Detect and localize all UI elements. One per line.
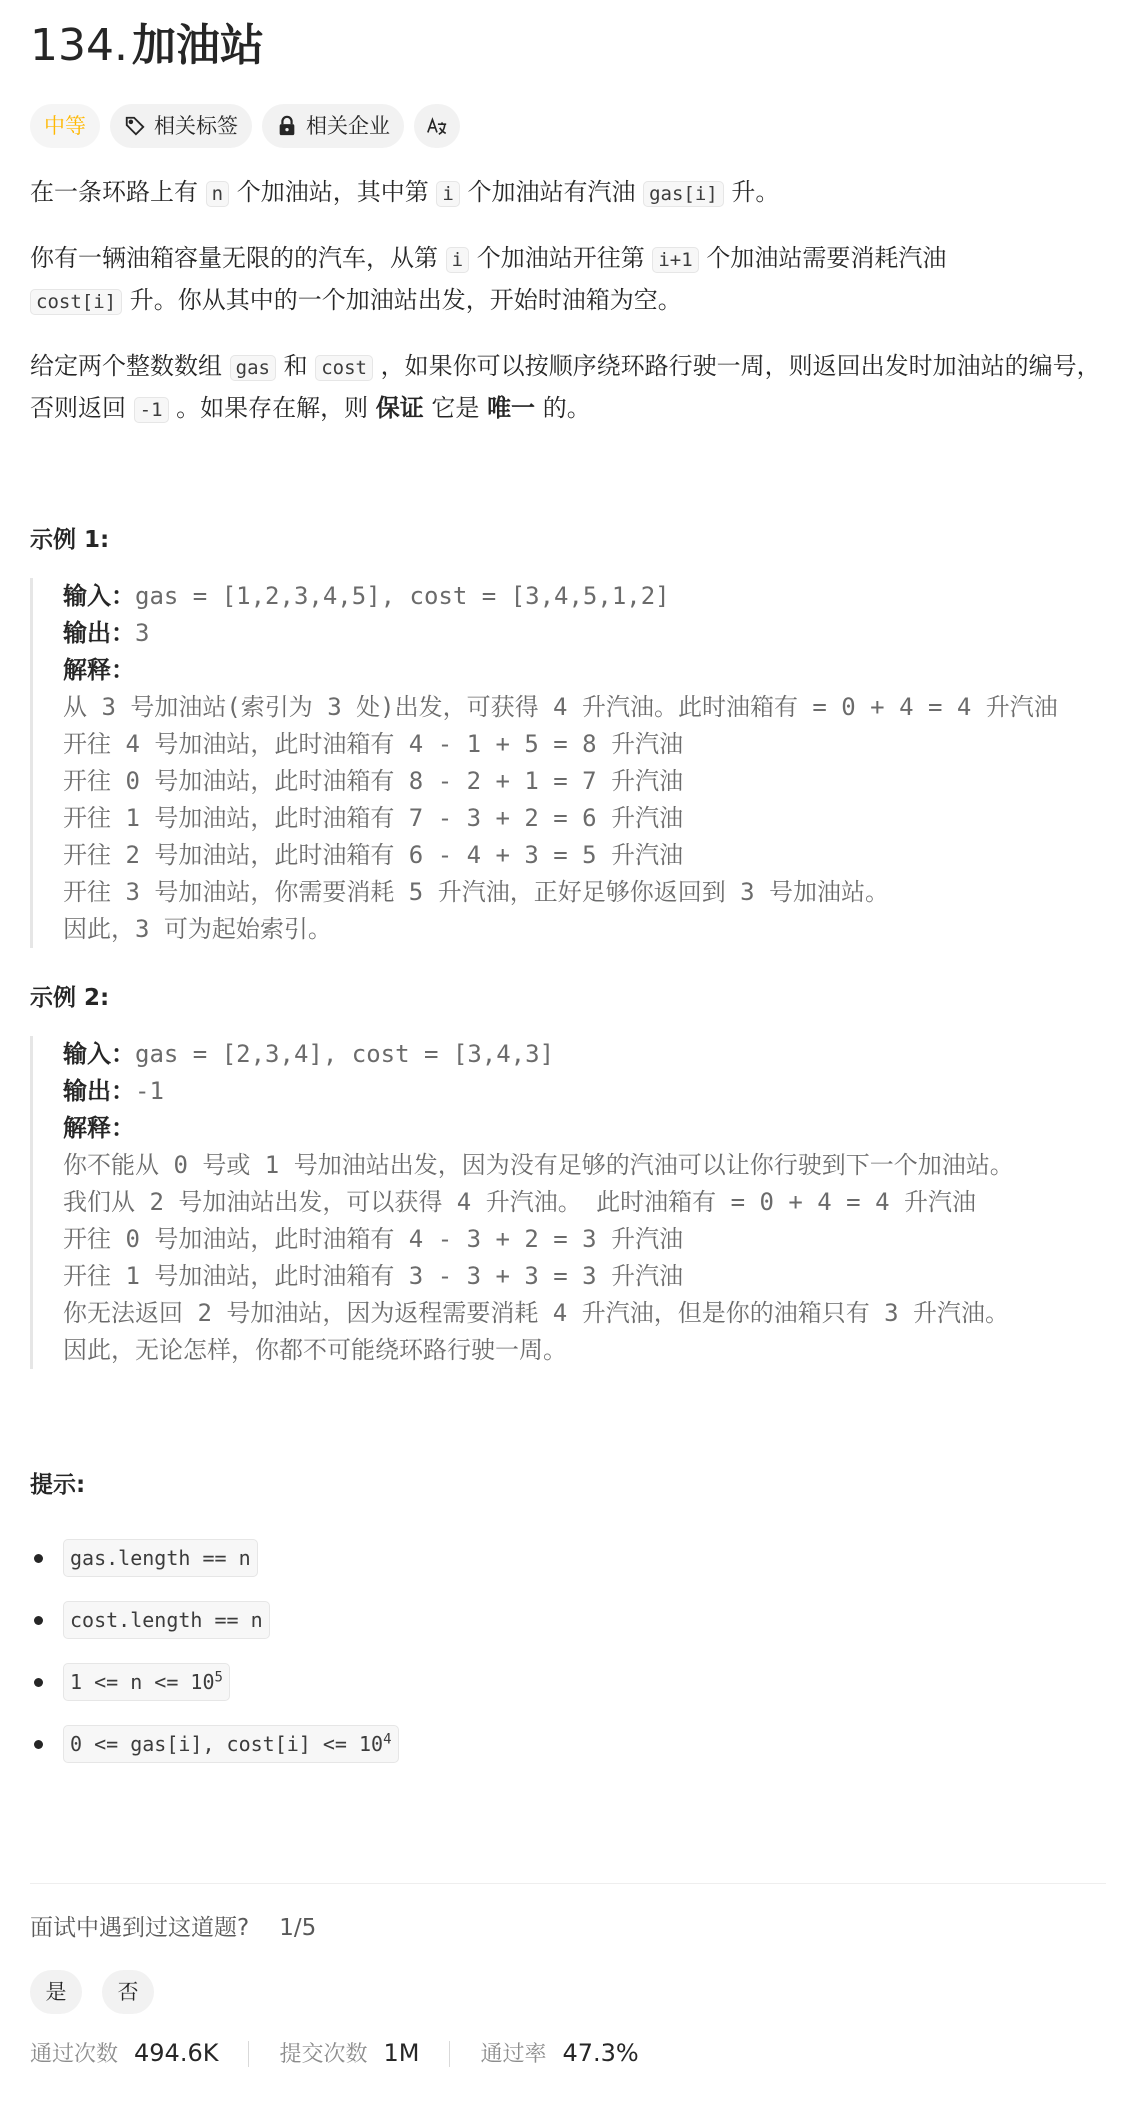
hint-code [63, 1539, 258, 1577]
inline-code: -1 [134, 397, 169, 423]
interview-question-text: 面试中遇到过这道题? [30, 1915, 250, 1941]
explain-line: 你不能从 0 号或 1 号加油站出发，因为没有足够的汽油可以让你行驶到下一个加油站。 [63, 1151, 1014, 1179]
input-value: gas = [1,2,3,4,5], cost = [3,4,5,1,2] [135, 582, 670, 610]
difficulty-badge: 中等 [30, 104, 100, 148]
explain-line: 开往 1 号加油站，此时油箱有 3 - 3 + 3 = 3 升汽油 [63, 1262, 684, 1290]
output-label: 输出： [63, 1077, 135, 1105]
input-value: gas = [2,3,4], cost = [3,4,3] [135, 1040, 555, 1068]
text: 。如果存在解，则 [168, 394, 376, 422]
output-label: 输出： [63, 619, 135, 647]
hint-code [63, 1725, 399, 1763]
interview-ratio: 1/5 [279, 1915, 317, 1941]
submissions-stat [279, 2033, 419, 2075]
inline-code: i [436, 181, 459, 207]
example-2-block [30, 1036, 1106, 1369]
problem-number: 134. [30, 20, 128, 71]
hint-item [30, 1713, 1106, 1775]
text: 的。 [535, 394, 591, 422]
translate-icon [426, 115, 448, 137]
bullet [34, 1554, 43, 1563]
hint-exponent: 5 [214, 1669, 223, 1686]
hint-text: 1 <= n <= 10 [70, 1670, 215, 1694]
description-paragraph [30, 238, 1106, 322]
text: 个加油站有汽油 [459, 178, 644, 206]
example-1-title: 示例 1: [30, 527, 110, 553]
output-value: 3 [135, 619, 150, 647]
hint-text: cost.length == n [70, 1608, 263, 1632]
problem-title [30, 16, 1106, 76]
explain-line: 你无法返回 2 号加油站，因为返程需要消耗 4 升汽油，但是你的油箱只有 3 升汽油。 [63, 1299, 1010, 1327]
submissions-value: 1M [383, 2039, 420, 2067]
hint-text: 0 <= gas[i], cost[i] <= 10 [70, 1732, 384, 1756]
text: 在一条环路上有 [30, 178, 206, 206]
interview-answers [30, 1970, 1106, 2014]
tag-icon [124, 115, 146, 137]
interview-question [30, 1908, 1106, 1948]
related-tags-button[interactable] [110, 104, 252, 148]
text: 个加油站开往第 [469, 244, 653, 272]
stats-bar [30, 2034, 1106, 2074]
hint-code [63, 1663, 230, 1701]
text: 升。 [723, 178, 780, 206]
translate-button[interactable] [414, 104, 460, 148]
rate-value: 47.3% [562, 2039, 639, 2067]
hint-code [63, 1601, 270, 1639]
hint-item [30, 1651, 1106, 1713]
problem-description [30, 172, 1106, 430]
input-label: 输入： [63, 582, 135, 610]
explain-line: 开往 0 号加油站，此时油箱有 8 - 2 + 1 = 7 升汽油 [63, 767, 684, 795]
inline-code: i [446, 247, 469, 273]
output-value: -1 [135, 1077, 164, 1105]
explain-line: 开往 3 号加油站，你需要消耗 5 升汽油，正好足够你返回到 3 号加油站。 [63, 878, 890, 906]
hint-text: gas.length == n [70, 1546, 251, 1570]
explain-label: 解释： [63, 1114, 135, 1142]
description-paragraph [30, 346, 1106, 430]
tag-bar [30, 104, 1106, 148]
text: 个加油站需要消耗汽油 [698, 244, 947, 272]
explain-line: 开往 2 号加油站，此时油箱有 6 - 4 + 3 = 5 升汽油 [63, 841, 684, 869]
explain-line: 开往 4 号加油站，此时油箱有 4 - 1 + 5 = 8 升汽油 [63, 730, 684, 758]
rate-label: 通过率 [480, 2042, 547, 2067]
accepted-value: 494.6K [134, 2039, 219, 2067]
example-2-title: 示例 2: [30, 985, 110, 1011]
bullet [34, 1740, 43, 1749]
accepted-stat [30, 2033, 218, 2075]
explain-label: 解释： [63, 656, 135, 684]
inline-code: gas [230, 355, 276, 381]
no-button[interactable]: 否 [102, 1970, 154, 2014]
inline-code: i+1 [652, 247, 698, 273]
input-label: 输入： [63, 1040, 135, 1068]
inline-code: n [206, 181, 229, 207]
bold-text: 保证 [375, 394, 424, 422]
bold-text: 唯一 [487, 394, 536, 422]
text: 升。你从其中的一个加油站出发，开始时油箱为空。 [122, 286, 682, 314]
explain-line: 开往 1 号加油站，此时油箱有 7 - 3 + 2 = 6 升汽油 [63, 804, 684, 832]
hints-list [30, 1527, 1106, 1775]
explain-line: 从 3 号加油站(索引为 3 处)出发，可获得 4 升汽油。此时油箱有 = 0 + 4 = 4 升汽油 [63, 693, 1058, 721]
divider [30, 1883, 1106, 1884]
text: 给定两个整数数组 [30, 352, 230, 380]
related-companies-label: 相关企业 [306, 114, 390, 138]
hint-exponent: 4 [383, 1731, 392, 1748]
example-1-block [30, 578, 1106, 948]
rate-stat [480, 2033, 638, 2075]
bullet [34, 1616, 43, 1625]
text: ，如果你可以按顺序绕环路行驶一周，则返回出发时加油站的编号，否则返回 [30, 352, 1101, 422]
submissions-label: 提交次数 [279, 2042, 368, 2067]
related-tags-label: 相关标签 [154, 114, 238, 138]
hint-item [30, 1527, 1106, 1589]
text: 和 [275, 352, 316, 380]
hint-item [30, 1589, 1106, 1651]
hints-title: 提示: [30, 1472, 86, 1498]
inline-code: cost[i] [30, 289, 122, 315]
explain-line: 我们从 2 号加油站出发，可以获得 4 升汽油。 此时油箱有 = 0 + 4 = 4 升汽油 [63, 1188, 976, 1216]
inline-code: cost [315, 355, 373, 381]
lock-icon [276, 115, 298, 137]
explain-line: 开往 0 号加油站，此时油箱有 4 - 3 + 2 = 3 升汽油 [63, 1225, 684, 1253]
text: 个加油站，其中第 [229, 178, 437, 206]
explain-line: 因此，无论怎样，你都不可能绕环路行驶一周。 [63, 1336, 567, 1364]
stat-divider [449, 2041, 450, 2067]
text: 它是 [423, 394, 488, 422]
bullet [34, 1678, 43, 1687]
explain-line: 因此，3 可为起始索引。 [63, 915, 332, 943]
inline-code: gas[i] [643, 181, 724, 207]
yes-button[interactable]: 是 [30, 1970, 82, 2014]
stat-divider [248, 2041, 249, 2067]
problem-name: 加油站 [131, 20, 264, 71]
accepted-label: 通过次数 [30, 2042, 119, 2067]
description-paragraph [30, 172, 1106, 214]
related-companies-button[interactable] [262, 104, 404, 148]
text: 你有一辆油箱容量无限的的汽车，从第 [30, 244, 446, 272]
